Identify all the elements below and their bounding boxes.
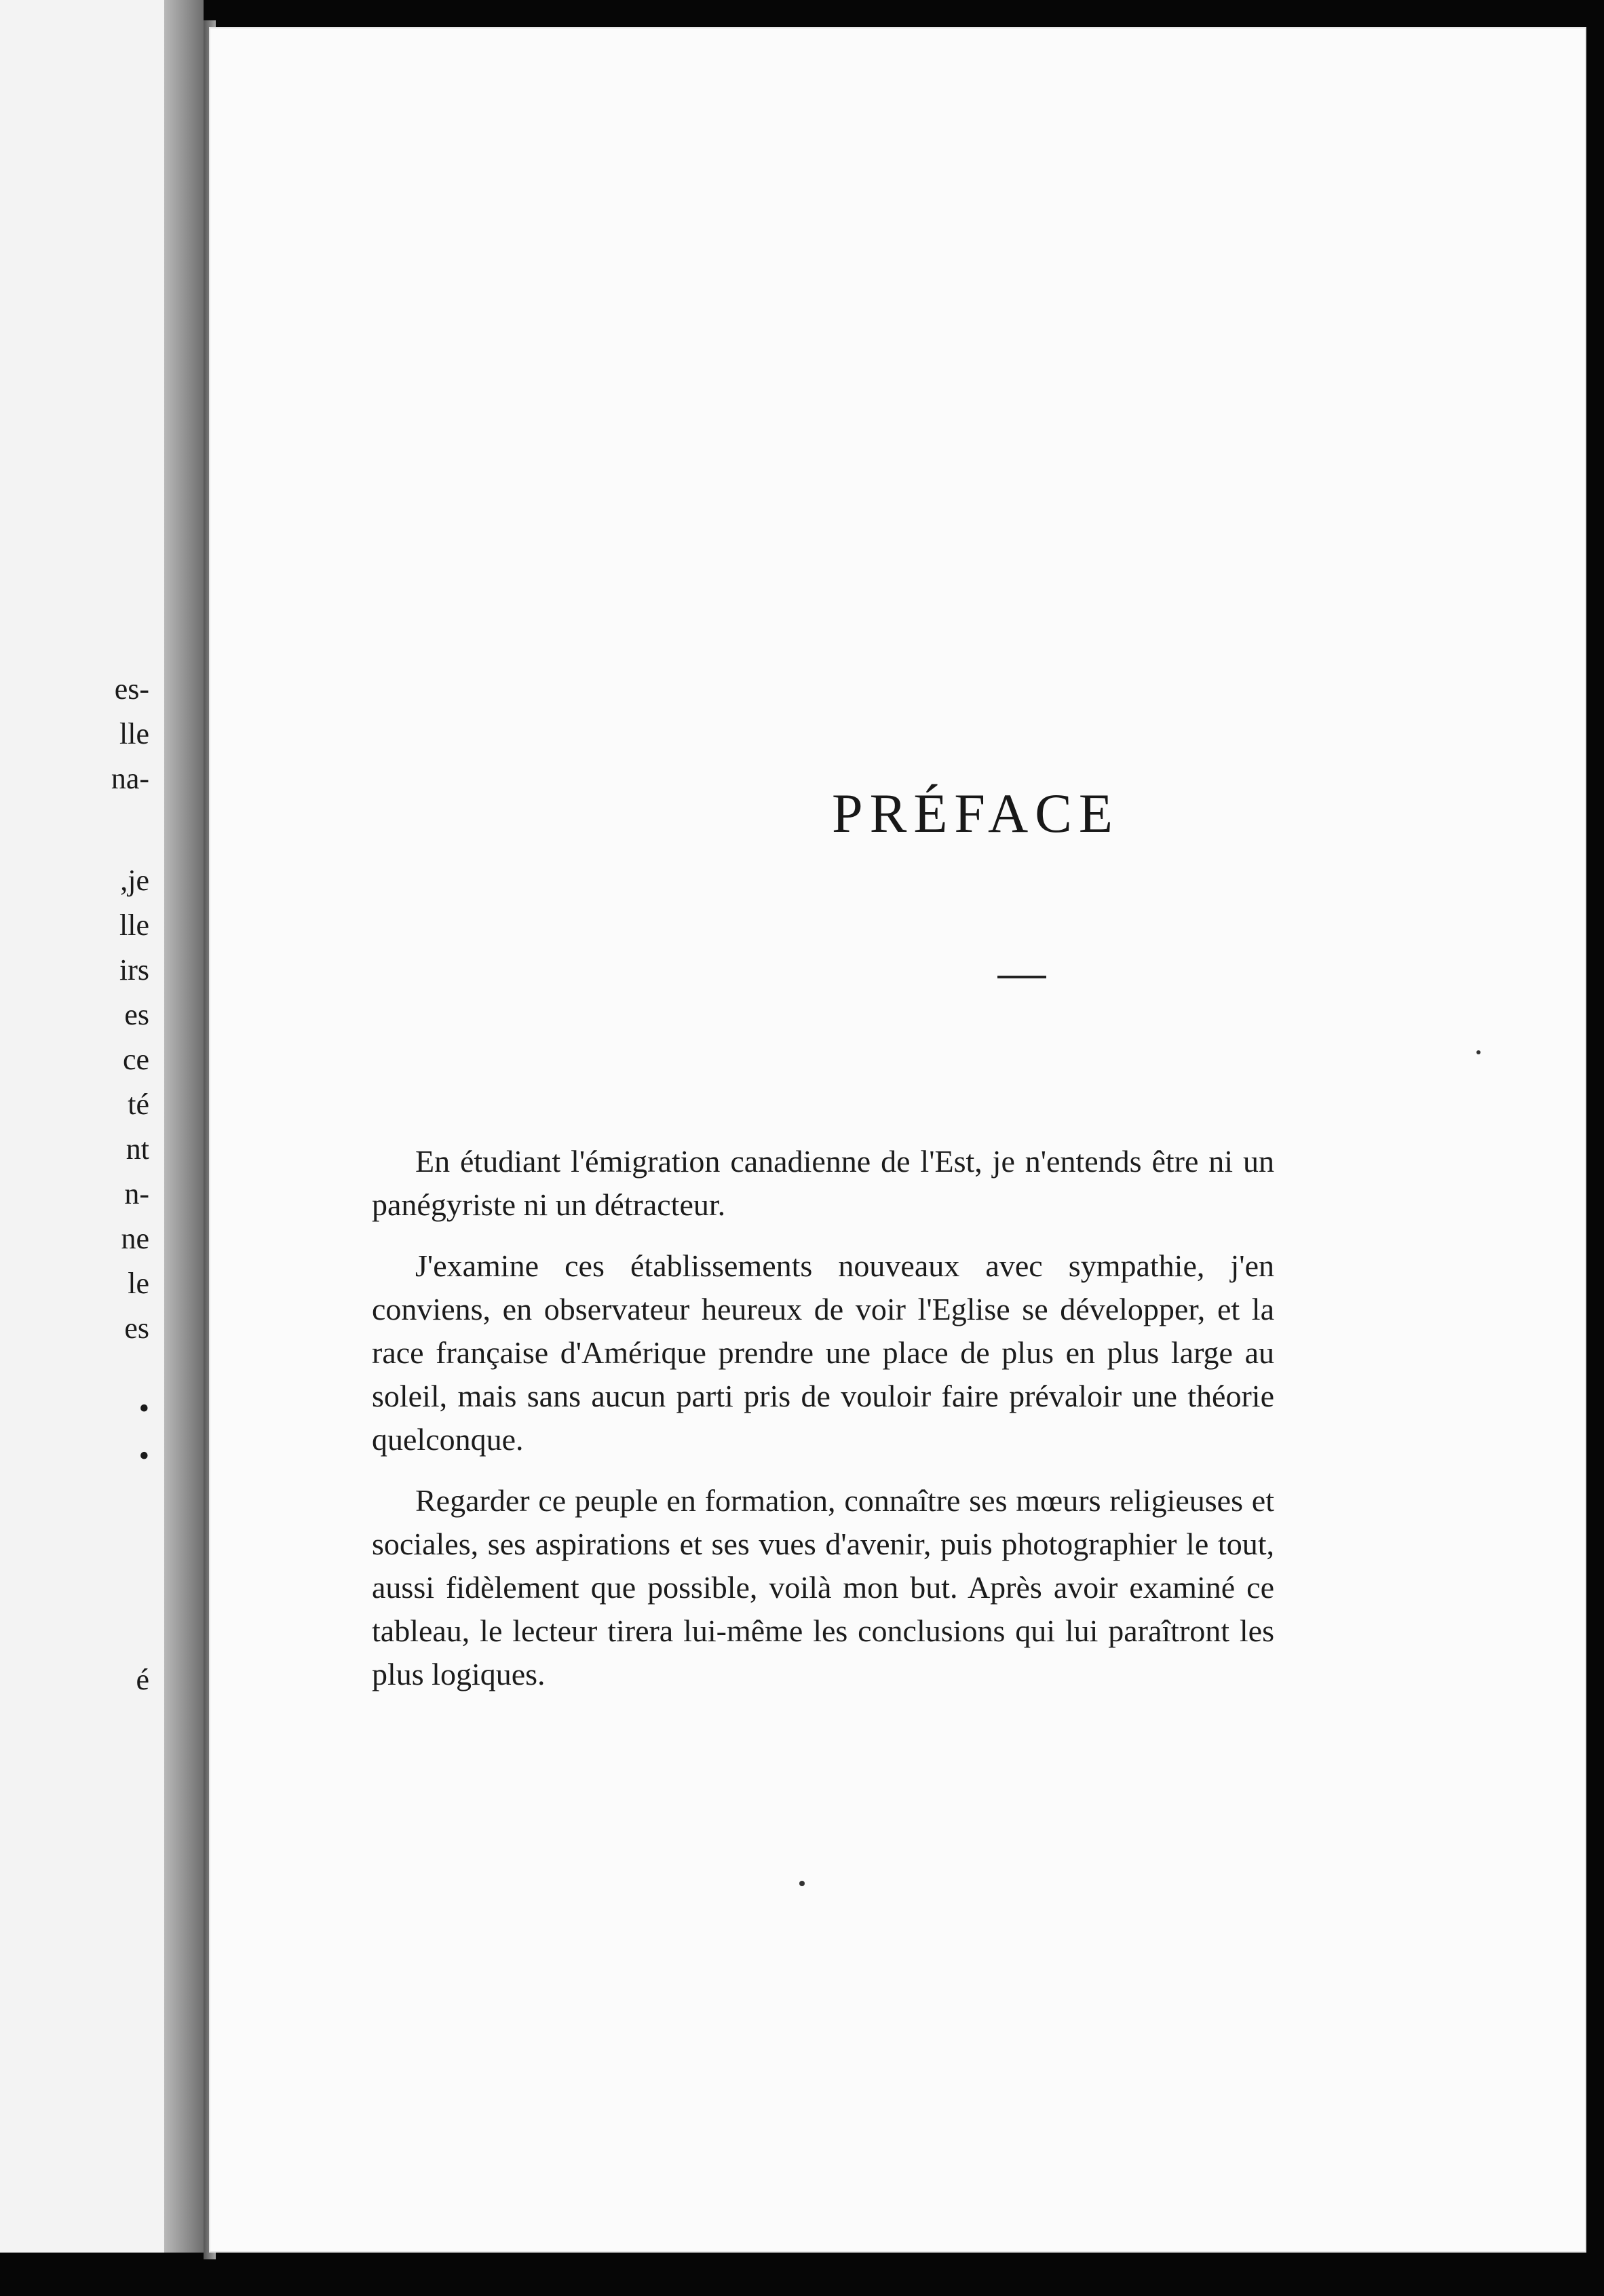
fragment: na-: [111, 762, 149, 795]
fragment: le: [128, 1267, 149, 1300]
fragment: •: [138, 1439, 149, 1472]
fragment: es: [124, 1312, 149, 1345]
fragment: nt: [126, 1132, 149, 1166]
title-divider: [997, 976, 1046, 978]
fragment: lle: [119, 717, 149, 750]
page-gutter-shadow: [164, 0, 204, 2253]
paragraph: J'examine ces établissements nouveaux avec sympathie, j'en conviens, en observateur heureux de voir l'Eglise se développer, et la race française d'Amérique prendre une place de plus en plus large au soleil, mais sans aucun parti pris de vouloir faire prévaloir une théorie quelconque.: [372, 1248, 1274, 1457]
film-speck: [799, 1881, 805, 1886]
fragment: •: [138, 1392, 149, 1425]
fragment: lle: [119, 908, 149, 942]
fragment: té: [128, 1088, 149, 1121]
preface-body: [372, 1140, 1274, 1714]
paragraph: En étudiant l'émigration canadienne de l'Est, je n'entends être ni un panégyriste ni un détracteur.: [372, 1144, 1274, 1222]
fragment: ne: [121, 1222, 149, 1255]
film-speck: [1476, 1050, 1481, 1054]
fragment: é: [136, 1663, 149, 1696]
fragment: irs: [119, 953, 149, 987]
paragraph: Regarder ce peuple en formation, connaître ses mœurs religieuses et sociales, ses aspirations et ses vues d'avenir, puis photographier le tout, aussi fidèlement que possible, voilà mon but. Après avoir examiné ce tableau, le lecteur tirera lui-même les conclusions qui lui paraîtront les plus logiques.: [372, 1483, 1274, 1691]
fragment: ce: [122, 1043, 149, 1076]
fragment: es-: [114, 672, 149, 706]
book-page: [209, 27, 1586, 2253]
previous-page: [0, 0, 204, 2253]
fragment: ,je: [120, 864, 149, 897]
page-title: PRÉFACE: [832, 782, 1120, 844]
fragment: es: [124, 998, 149, 1031]
fragment: n-: [124, 1177, 149, 1210]
